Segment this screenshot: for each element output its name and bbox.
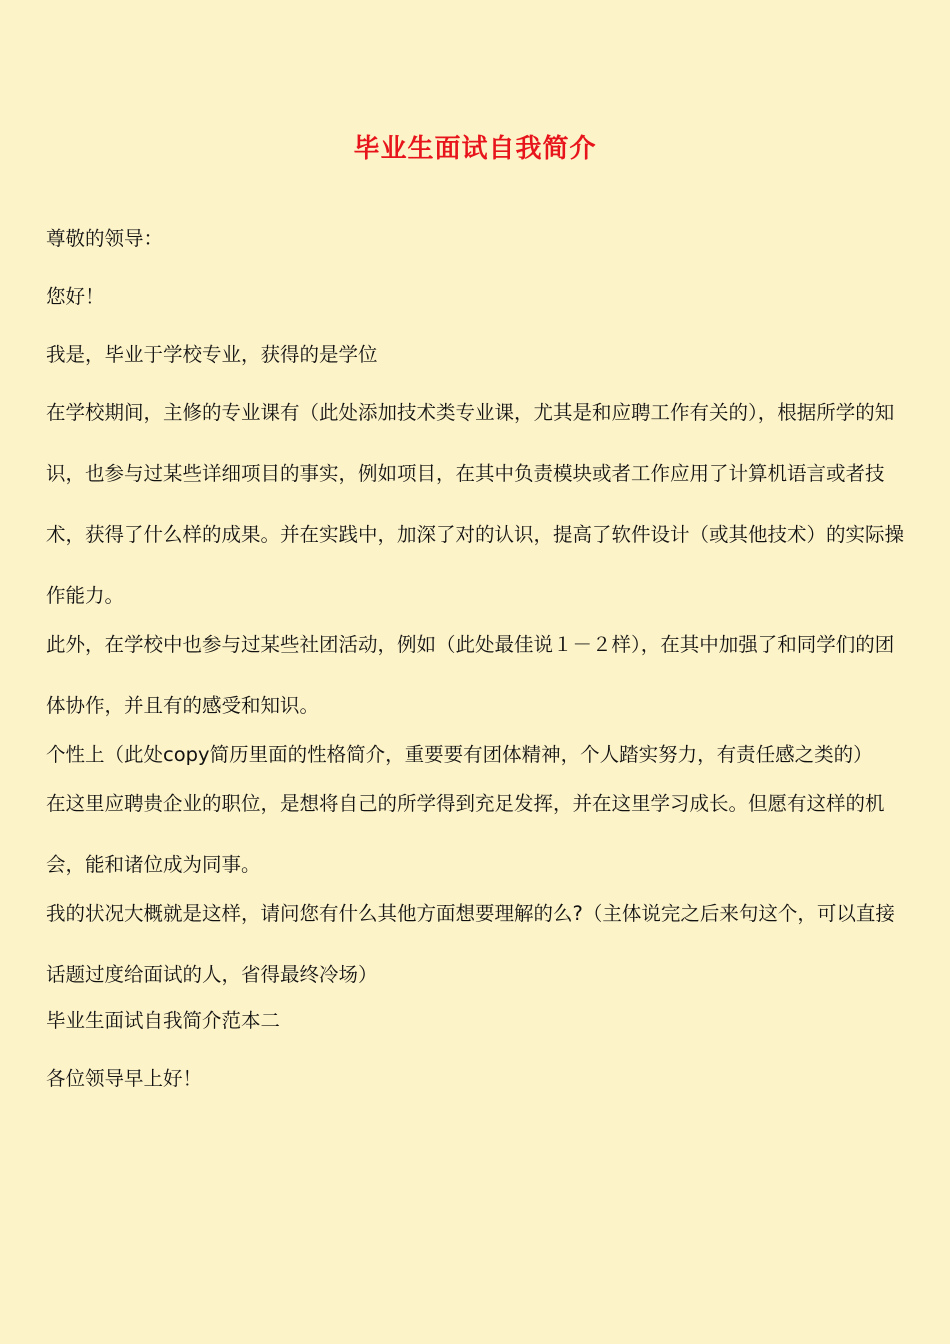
paragraph-personality: 个性上（此处copy简历里面的性格简介，重要要有团体精神，个人踏实努力，有责任感之类的）: [46, 743, 873, 766]
paragraph-courses: 在学校期间，主修的专业课有（此处添加技术类专业课，尤其是和应聘工作有关的），根据所学的知识，也参与过某些详细项目的事实，例如项目，在其中负责模块或者工作应用了计算机语言或者技术，获得了什么样的成果。并在实践中，加深了对的认识，提高了软件设计（或其他技术）的实际操作能力。: [46, 401, 905, 607]
paragraph-activities: 此外，在学校中也参与过某些社团活动，例如（此处最佳说１－２样），在其中加强了和同学们的团体协作，并且有的感受和知识。: [46, 633, 895, 717]
paragraph-position: 在这里应聘贵企业的职位，是想将自己的所学得到充足发挥，并在这里学习成长。但愿有这样的机会，能和诸位成为同事。: [46, 792, 885, 876]
paragraph-closing: 我的状况大概就是这样，请问您有什么其他方面想要理解的么?（主体说完之后来句这个，可以直接话题过度给面试的人，省得最终冷场）: [46, 902, 895, 986]
document-body: [46, 220, 906, 1118]
paragraph-intro: 我是，毕业于学校专业，获得的是学位: [46, 343, 378, 366]
paragraph-salutation: 尊敬的领导：: [46, 227, 164, 250]
paragraph-sample-two-greeting: 各位领导早上好！: [46, 1067, 203, 1090]
document-title: 毕业生面试自我简介: [353, 134, 597, 164]
paragraph-sample-two-heading: 毕业生面试自我简介范本二: [46, 1009, 281, 1032]
paragraph-greeting: 您好！: [46, 285, 105, 308]
